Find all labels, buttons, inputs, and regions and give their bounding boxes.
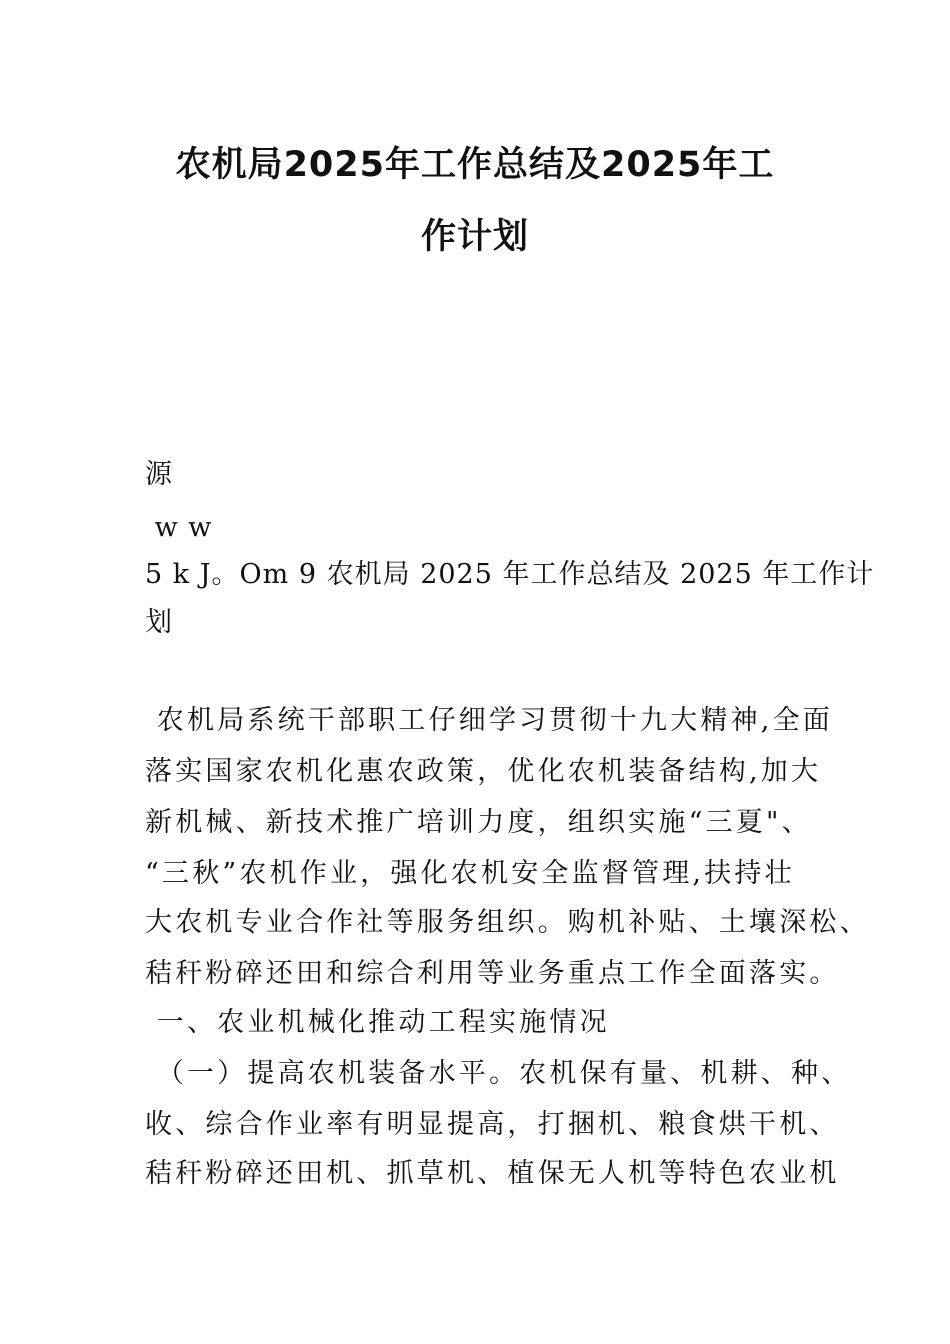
source-line-2: w w <box>145 512 213 543</box>
body-line-8: 收、综合作业率有明显提高，打捆机、粮食烘干机、 <box>145 1109 840 1140</box>
source-line-4: 划 <box>145 607 173 638</box>
body-line-1: 农机局系统干部职工仔细学习贯彻十九大精神,全面 <box>145 705 833 736</box>
document-title-line-2: 作计划 <box>420 217 529 257</box>
body-line-2: 落实国家农机化惠农政策，优化农机装备结构,加大 <box>145 756 822 787</box>
section-heading-1: 一、农业机械化推动工程实施情况 <box>145 1007 610 1038</box>
body-line-9: 秸秆粉碎还田机、抓草机、植保无人机等特色农业机 <box>145 1158 840 1189</box>
body-line-5: 大农机专业合作社等服务组织。购机补贴、土壤深松、 <box>145 907 870 938</box>
source-line-1: 源 <box>145 459 173 490</box>
body-line-3: 新机械、新技术推广培训力度，组织实施“三夏"、 <box>145 807 812 838</box>
body-line-7: （一）提高农机装备水平。农机保有量、机耕、种、 <box>145 1058 852 1089</box>
document-title-line-1: 农机局2025年工作总结及2025年工 <box>175 145 775 185</box>
body-line-6: 秸秆粉碎还田和综合利用等业务重点工作全面落实。 <box>145 958 840 989</box>
source-line-3: 5 k J。Om 9 农机局 2025 年工作总结及 2025 年工作计 <box>145 559 875 590</box>
body-line-4: “三秋”农机作业，强化农机安全监督管理,扶持壮 <box>145 858 795 889</box>
